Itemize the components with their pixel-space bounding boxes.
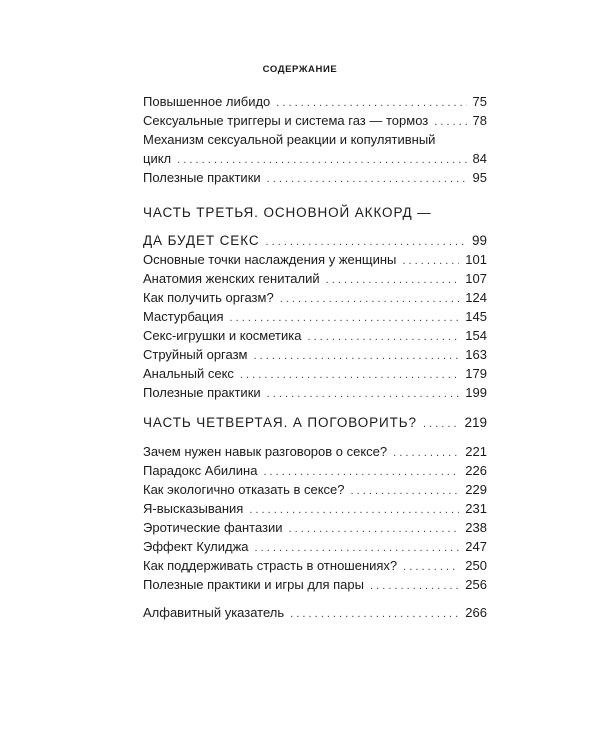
toc-entry-page: 154	[465, 328, 487, 343]
toc-part-heading	[143, 199, 487, 255]
toc-entry-page: 250	[465, 558, 487, 573]
toc-entry-title: Алфавитный указатель	[143, 605, 285, 620]
toc-entry-title: Основные точки наслаждения у женщины	[143, 252, 397, 267]
toc-section-part3	[143, 250, 487, 402]
toc-entry[interactable]	[143, 556, 487, 575]
toc-entry[interactable]	[143, 326, 487, 345]
toc-entry-title: Анальный секс	[143, 366, 234, 381]
page-title: СОДЕРЖАНИЕ	[262, 64, 338, 75]
toc-entry-title: Полезные практики	[143, 170, 261, 185]
toc-entry[interactable]	[143, 288, 487, 307]
toc-entry-title: Секс-игрушки и косметика	[143, 328, 302, 343]
toc-entry-page: 78	[472, 113, 487, 128]
toc-entry-title: Эротические фантазии	[143, 520, 283, 535]
toc-entry[interactable]	[143, 168, 487, 187]
toc-entry-title: Парадокс Абилина	[143, 463, 258, 478]
toc-entry-page: 247	[465, 539, 487, 554]
part-page: 219	[464, 415, 487, 430]
part-heading-line1[interactable]	[143, 409, 487, 437]
toc-entry[interactable]	[143, 518, 487, 537]
toc-entry-title: Эффект Кулиджа	[143, 539, 249, 554]
toc-entry-title: Сексуальные триггеры и система газ — тормоз	[143, 113, 429, 128]
toc-entry[interactable]	[143, 537, 487, 556]
toc-entry-page: 145	[465, 309, 487, 324]
toc-entry-title: Повышенное либидо	[143, 94, 271, 109]
toc-entry[interactable]	[143, 383, 487, 402]
toc-entry-page: 95	[472, 170, 487, 185]
toc-entry-page: 124	[465, 290, 487, 305]
toc-entry-page: 229	[465, 482, 487, 497]
part-title-line2: ДА БУДЕТ СЕКС	[143, 233, 260, 248]
dot-leader	[267, 170, 467, 189]
toc-entry[interactable]	[143, 92, 487, 111]
toc-entry[interactable]	[143, 442, 487, 461]
toc-entry-wrap-line[interactable]	[143, 130, 487, 149]
toc-entry-page: 84	[472, 151, 487, 166]
toc-entry[interactable]	[143, 499, 487, 518]
toc-entry-title: Струйный оргазм	[143, 347, 248, 362]
dot-leader	[290, 605, 459, 624]
toc-entry-page: 226	[465, 463, 487, 478]
toc-entry[interactable]	[143, 111, 487, 130]
toc-part-heading	[143, 409, 487, 437]
toc-entry-page: 221	[465, 444, 487, 459]
toc-entry-title: Мастурбация	[143, 309, 224, 324]
toc-entry-page: 231	[465, 501, 487, 516]
toc-entry-page: 238	[465, 520, 487, 535]
toc-entry-title: Я-высказывания	[143, 501, 244, 516]
toc-entry-page: 101	[465, 252, 487, 267]
toc-entry-page: 179	[465, 366, 487, 381]
toc-entry[interactable]	[143, 307, 487, 326]
part-title-line1: ЧАСТЬ ЧЕТВЕРТАЯ. А ПОГОВОРИТЬ?	[143, 415, 417, 430]
toc-section-part4	[143, 442, 487, 594]
toc-entry-page: 75	[472, 94, 487, 109]
toc-entry-page: 163	[465, 347, 487, 362]
toc-entry[interactable]	[143, 603, 487, 622]
toc-entry[interactable]	[143, 345, 487, 364]
toc-entry[interactable]	[143, 149, 487, 168]
toc-entry-title: Полезные практики и игры для пары	[143, 577, 364, 592]
toc-entry[interactable]	[143, 250, 487, 269]
toc-entry-page: 199	[465, 385, 487, 400]
toc-entry-title: Зачем нужен навык разговоров о сексе?	[143, 444, 388, 459]
toc-index	[143, 603, 487, 622]
toc-entry-title: Как получить оргазм?	[143, 290, 274, 305]
toc-entry[interactable]	[143, 269, 487, 288]
toc-entry-title-line1: Механизм сексуальной реакции и копулятивный	[143, 132, 436, 147]
part-heading-line1[interactable]	[143, 199, 487, 227]
dot-leader	[423, 410, 459, 438]
dot-leader	[267, 385, 460, 404]
toc-entry[interactable]	[143, 461, 487, 480]
toc-entry-title: Как экологично отказать в сексе?	[143, 482, 345, 497]
toc-entry-title: Как поддерживать страсть в отношениях?	[143, 558, 398, 573]
toc-entry-title: цикл	[143, 151, 172, 166]
toc-entry[interactable]	[143, 480, 487, 499]
toc-entry-page: 266	[465, 605, 487, 620]
toc-entry-title: Анатомия женских гениталий	[143, 271, 320, 286]
toc-entry-title: Полезные практики	[143, 385, 261, 400]
part-title-line1: ЧАСТЬ ТРЕТЬЯ. ОСНОВНОЙ АККОРД —	[143, 205, 432, 220]
toc-entry[interactable]	[143, 364, 487, 383]
part-page: 99	[471, 233, 487, 248]
toc-section-continued	[143, 92, 487, 187]
toc-entry-page: 107	[465, 271, 487, 286]
dot-leader	[370, 577, 459, 596]
toc-entry[interactable]	[143, 575, 487, 594]
toc-entry-page: 256	[465, 577, 487, 592]
